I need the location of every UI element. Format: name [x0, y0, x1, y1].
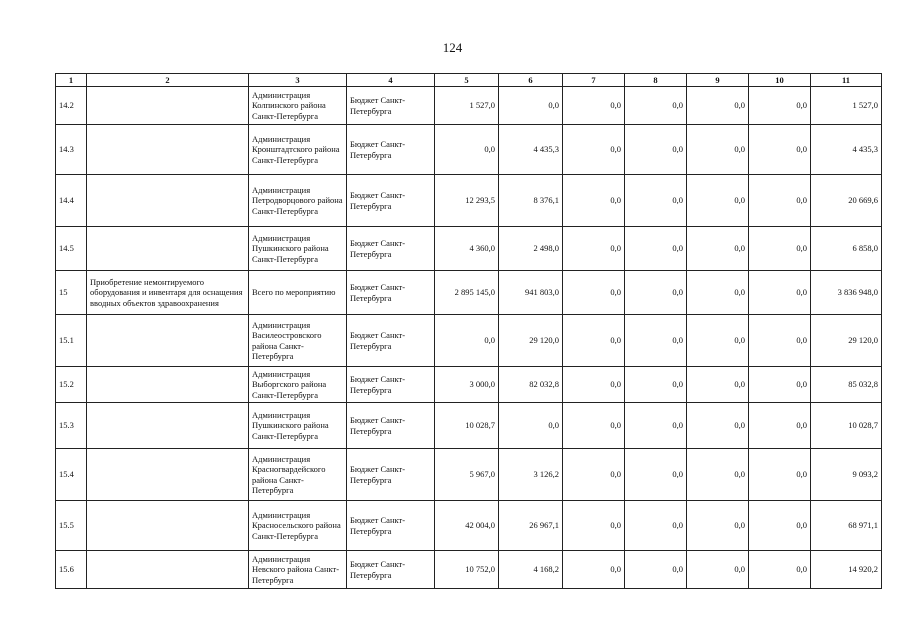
table-row [56, 87, 882, 125]
row-value-col7: 0,0 [563, 367, 625, 403]
column-header: 1 [56, 74, 87, 87]
row-executor: Администрация Невского района Санкт-Петербурга [249, 551, 347, 589]
row-value-col8: 0,0 [625, 501, 687, 551]
row-value-col9: 0,0 [687, 501, 749, 551]
column-header: 10 [749, 74, 811, 87]
row-value-col8: 0,0 [625, 403, 687, 449]
row-value-col9: 0,0 [687, 449, 749, 501]
row-executor: Администрация Пушкинского района Санкт-Петербурга [249, 403, 347, 449]
row-description [87, 551, 249, 589]
column-header: 9 [687, 74, 749, 87]
row-value-col11: 1 527,0 [811, 87, 882, 125]
row-value-col7: 0,0 [563, 87, 625, 125]
page-number: 124 [442, 40, 463, 55]
row-number: 15.3 [56, 403, 87, 449]
row-funding-source: Бюджет Санкт-Петербурга [347, 449, 435, 501]
row-value-col8: 0,0 [625, 125, 687, 175]
row-value-col6: 3 126,2 [499, 449, 563, 501]
row-executor: Администрация Василеостровского района Санкт-Петербурга [249, 315, 347, 367]
row-value-col6: 29 120,0 [499, 315, 563, 367]
row-executor: Администрация Петродворцового района Санкт-Петербурга [249, 175, 347, 227]
row-value-col10: 0,0 [749, 501, 811, 551]
table-row [56, 271, 882, 315]
row-value-col9: 0,0 [687, 227, 749, 271]
row-value-col7: 0,0 [563, 403, 625, 449]
row-description [87, 125, 249, 175]
row-executor: Администрация Красносельского района Санкт-Петербурга [249, 501, 347, 551]
column-header: 3 [249, 74, 347, 87]
row-description [87, 315, 249, 367]
row-value-col6: 8 376,1 [499, 175, 563, 227]
row-value-col7: 0,0 [563, 315, 625, 367]
row-value-col6: 2 498,0 [499, 227, 563, 271]
row-value-col5: 0,0 [435, 125, 499, 175]
row-value-col8: 0,0 [625, 227, 687, 271]
row-value-col5: 5 967,0 [435, 449, 499, 501]
row-description [87, 175, 249, 227]
row-value-col7: 0,0 [563, 449, 625, 501]
row-value-col10: 0,0 [749, 125, 811, 175]
row-description [87, 403, 249, 449]
row-description [87, 501, 249, 551]
row-value-col9: 0,0 [687, 403, 749, 449]
header-row [56, 74, 882, 87]
row-value-col10: 0,0 [749, 175, 811, 227]
row-value-col11: 14 920,2 [811, 551, 882, 589]
row-value-col10: 0,0 [749, 227, 811, 271]
row-number: 15.5 [56, 501, 87, 551]
row-value-col10: 0,0 [749, 449, 811, 501]
row-value-col8: 0,0 [625, 87, 687, 125]
row-value-col7: 0,0 [563, 175, 625, 227]
row-description [87, 227, 249, 271]
row-value-col11: 68 971,1 [811, 501, 882, 551]
row-number: 14.4 [56, 175, 87, 227]
row-funding-source: Бюджет Санкт-Петербурга [347, 125, 435, 175]
row-funding-source: Бюджет Санкт-Петербурга [347, 315, 435, 367]
row-value-col5: 3 000,0 [435, 367, 499, 403]
table-row [56, 175, 882, 227]
row-value-col9: 0,0 [687, 315, 749, 367]
row-value-col5: 12 293,5 [435, 175, 499, 227]
row-description [87, 449, 249, 501]
table-row [56, 551, 882, 589]
row-value-col5: 0,0 [435, 315, 499, 367]
column-header: 6 [499, 74, 563, 87]
row-funding-source: Бюджет Санкт-Петербурга [347, 271, 435, 315]
row-executor: Администрация Красногвардейского района Санкт-Петербурга [249, 449, 347, 501]
row-value-col8: 0,0 [625, 315, 687, 367]
row-value-col5: 10 028,7 [435, 403, 499, 449]
row-funding-source: Бюджет Санкт-Петербурга [347, 367, 435, 403]
row-funding-source: Бюджет Санкт-Петербурга [347, 403, 435, 449]
row-value-col8: 0,0 [625, 271, 687, 315]
column-header: 8 [625, 74, 687, 87]
row-value-col9: 0,0 [687, 87, 749, 125]
row-value-col8: 0,0 [625, 175, 687, 227]
row-description [87, 87, 249, 125]
row-value-col6: 4 168,2 [499, 551, 563, 589]
row-value-col5: 42 004,0 [435, 501, 499, 551]
table-row [56, 403, 882, 449]
row-value-col9: 0,0 [687, 551, 749, 589]
row-value-col11: 6 858,0 [811, 227, 882, 271]
row-number: 14.3 [56, 125, 87, 175]
table-row [56, 227, 882, 271]
column-header: 11 [811, 74, 882, 87]
row-executor: Администрация Кронштадтского района Санкт-Петербурга [249, 125, 347, 175]
row-value-col10: 0,0 [749, 551, 811, 589]
row-description: Приобретение немонтируемого оборудования и инвентаря для оснащения вводных объектов здравоохранения [87, 271, 249, 315]
table-row [56, 501, 882, 551]
row-number: 15.1 [56, 315, 87, 367]
row-value-col7: 0,0 [563, 501, 625, 551]
table-row [56, 367, 882, 403]
row-value-col11: 29 120,0 [811, 315, 882, 367]
row-funding-source: Бюджет Санкт-Петербурга [347, 87, 435, 125]
row-value-col11: 20 669,6 [811, 175, 882, 227]
row-value-col5: 2 895 145,0 [435, 271, 499, 315]
row-value-col10: 0,0 [749, 367, 811, 403]
row-value-col9: 0,0 [687, 271, 749, 315]
row-value-col10: 0,0 [749, 315, 811, 367]
row-value-col11: 10 028,7 [811, 403, 882, 449]
row-value-col5: 10 752,0 [435, 551, 499, 589]
row-funding-source: Бюджет Санкт-Петербурга [347, 227, 435, 271]
row-value-col6: 0,0 [499, 87, 563, 125]
row-executor: Администрация Выборгского района Санкт-Петербурга [249, 367, 347, 403]
row-number: 14.2 [56, 87, 87, 125]
row-value-col11: 9 093,2 [811, 449, 882, 501]
row-number: 15 [56, 271, 87, 315]
row-value-col9: 0,0 [687, 125, 749, 175]
row-value-col8: 0,0 [625, 551, 687, 589]
row-value-col10: 0,0 [749, 403, 811, 449]
row-value-col6: 82 032,8 [499, 367, 563, 403]
row-value-col8: 0,0 [625, 449, 687, 501]
row-value-col6: 26 967,1 [499, 501, 563, 551]
column-header: 5 [435, 74, 499, 87]
row-executor: Администрация Пушкинского района Санкт-Петербурга [249, 227, 347, 271]
row-number: 15.2 [56, 367, 87, 403]
row-value-col10: 0,0 [749, 87, 811, 125]
row-value-col10: 0,0 [749, 271, 811, 315]
row-description [87, 367, 249, 403]
row-value-col7: 0,0 [563, 125, 625, 175]
row-value-col5: 1 527,0 [435, 87, 499, 125]
row-value-col9: 0,0 [687, 367, 749, 403]
row-value-col7: 0,0 [563, 227, 625, 271]
row-value-col9: 0,0 [687, 175, 749, 227]
row-executor: Всего по мероприятию [249, 271, 347, 315]
table-row [56, 315, 882, 367]
row-value-col8: 0,0 [625, 367, 687, 403]
row-value-col11: 85 032,8 [811, 367, 882, 403]
column-header: 7 [563, 74, 625, 87]
row-number: 14.5 [56, 227, 87, 271]
table-row [56, 125, 882, 175]
row-value-col7: 0,0 [563, 271, 625, 315]
row-value-col6: 0,0 [499, 403, 563, 449]
row-funding-source: Бюджет Санкт-Петербурга [347, 175, 435, 227]
row-value-col11: 3 836 948,0 [811, 271, 882, 315]
table-row [56, 449, 882, 501]
column-header: 2 [87, 74, 249, 87]
row-value-col6: 4 435,3 [499, 125, 563, 175]
row-value-col6: 941 803,0 [499, 271, 563, 315]
row-value-col7: 0,0 [563, 551, 625, 589]
row-value-col5: 4 360,0 [435, 227, 499, 271]
column-header: 4 [347, 74, 435, 87]
row-executor: Администрация Колпинского района Санкт-Петербурга [249, 87, 347, 125]
row-funding-source: Бюджет Санкт-Петербурга [347, 501, 435, 551]
row-number: 15.4 [56, 449, 87, 501]
row-value-col11: 4 435,3 [811, 125, 882, 175]
row-number: 15.6 [56, 551, 87, 589]
row-funding-source: Бюджет Санкт-Петербурга [347, 551, 435, 589]
budget-table [55, 73, 882, 589]
